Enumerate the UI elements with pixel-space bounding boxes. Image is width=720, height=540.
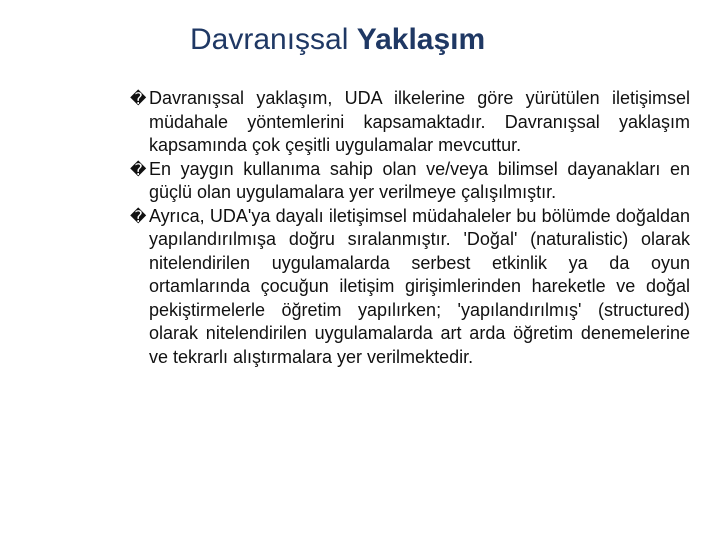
- bullet-item-2: [130, 158, 690, 205]
- bullet-text-1: Davranışsal yaklaşım, UDA ilkelerine göre yürütülen iletişimsel müdahale yöntemlerini kapsamaktadır. Davranışsal yaklaşım kapsamında çok çeşitli uygulamalar mevcuttur.: [149, 88, 690, 155]
- title-prefix: Davranışsal: [190, 23, 349, 56]
- bullet-text-2: En yaygın kullanıma sahip olan ve/veya bilimsel dayanakları en güçlü olan uygulamalara yer verilmeye çalışılmıştır.: [149, 158, 690, 202]
- bullet-text-3: Ayrıca, UDA'ya dayalı iletişimsel müdahaleler bu bölümde doğaldan yapılandırılmışa doğru sıralanmıştır. 'Doğal' (naturalistic) olarak nitelendirilen uygulamalarda serbest etkinlik ya da oyun ortamlarında çocuğun iletişim girişimlerinden hareketle ve doğal pekiştirmelerle öğretim yapılırken; 'yapılandırılmış' (structured) olarak nitelendirilen uygulamalarda art arda öğretim denemelerine ve tekrarlı alıştırmalara yer verilmektedir.: [149, 205, 690, 367]
- bullet-list: [130, 87, 690, 369]
- bullet-item-1: [130, 87, 690, 158]
- bullet-icon: �: [130, 159, 147, 179]
- slide-title: [190, 22, 485, 58]
- bullet-icon: �: [130, 206, 147, 226]
- bullet-item-3: [130, 205, 690, 370]
- title-bold: Yaklaşım: [356, 23, 486, 56]
- bullet-icon: �: [130, 89, 147, 108]
